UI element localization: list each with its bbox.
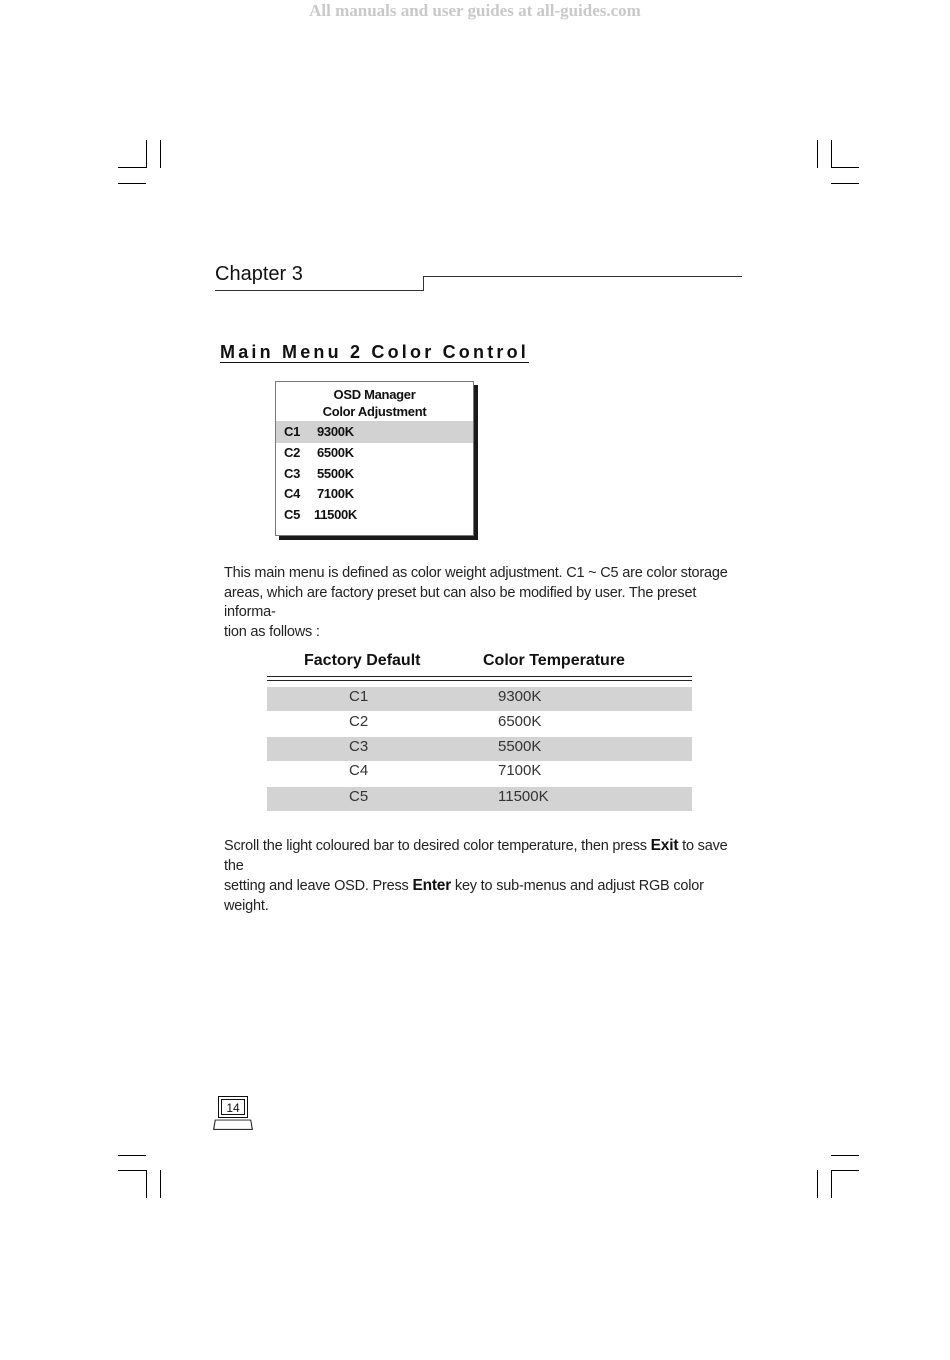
osd-item xyxy=(276,483,473,505)
outro-paragraph xyxy=(224,836,744,916)
table-cell: C3 xyxy=(349,738,369,755)
table-cell: 5500K xyxy=(498,738,542,755)
osd-item xyxy=(276,442,473,464)
osd-item xyxy=(276,504,473,526)
osd-item-value: 7100K xyxy=(317,486,354,501)
osd-item-code: C4 xyxy=(284,486,301,501)
osd-menu-illustration xyxy=(275,381,474,536)
table-cell: 7100K xyxy=(498,762,542,779)
table-rule xyxy=(267,680,692,681)
osd-item-code: C2 xyxy=(284,445,301,460)
table-cell: C1 xyxy=(349,688,369,705)
page-number: 14 xyxy=(221,1099,245,1115)
osd-item xyxy=(276,463,473,485)
osd-title: OSD Manager xyxy=(333,387,416,402)
outro-text: key to sub-menus and adjust RGB color weight. xyxy=(224,878,704,914)
section-title: Main Menu 2 Color Control xyxy=(220,342,529,362)
osd-subtitle: Color Adjustment xyxy=(322,404,427,419)
table-cell: C5 xyxy=(349,788,369,805)
outro-text: setting and leave OSD. Press xyxy=(224,878,413,894)
osd-item-code: C1 xyxy=(284,424,301,439)
osd-item-code: C3 xyxy=(284,466,301,481)
osd-item xyxy=(276,421,473,443)
table-cell: C4 xyxy=(349,762,369,779)
table-row xyxy=(267,761,692,785)
watermark: All manuals and user guides at all-guides.com xyxy=(309,1,641,20)
table-rule xyxy=(267,676,692,677)
outro-text: to save the xyxy=(224,838,728,874)
chapter-rule xyxy=(423,276,742,277)
osd-item-value: 6500K xyxy=(317,445,354,460)
keyboard-icon xyxy=(213,1120,253,1130)
intro-line: tion as follows : xyxy=(224,623,320,640)
table-cell: 9300K xyxy=(498,688,542,705)
chapter-heading: Chapter 3 xyxy=(215,263,303,285)
outro-text: Scroll the light coloured bar to desired color temperature, then press xyxy=(224,838,651,854)
osd-item-value: 11500K xyxy=(314,507,358,522)
table-row xyxy=(267,712,692,736)
enter-key-label: Enter xyxy=(412,877,452,894)
outro-line xyxy=(224,836,744,876)
table-cell: 6500K xyxy=(498,713,542,730)
intro-line: areas, which are factory preset but can also be modified by user. The preset informa- xyxy=(224,584,697,620)
outro-line xyxy=(224,876,744,916)
monitor-icon xyxy=(218,1096,248,1118)
table-cell: 11500K xyxy=(498,788,549,805)
osd-item-value: 5500K xyxy=(317,466,354,481)
table-header-color-temperature: Color Temperature xyxy=(483,652,625,669)
osd-item-value: 9300K xyxy=(317,424,354,439)
table-row xyxy=(267,737,692,761)
chapter-rule xyxy=(423,276,424,291)
intro-paragraph xyxy=(224,564,744,642)
chapter-rule xyxy=(215,290,423,291)
exit-key-label: Exit xyxy=(650,837,679,854)
table-row xyxy=(267,787,692,811)
table-header-factory-default: Factory Default xyxy=(304,652,421,669)
table-cell: C2 xyxy=(349,713,369,730)
intro-line: This main menu is defined as color weight adjustment. C1 ~ C5 are color storage xyxy=(224,565,728,581)
table-row xyxy=(267,687,692,711)
osd-item-code: C5 xyxy=(284,507,301,522)
